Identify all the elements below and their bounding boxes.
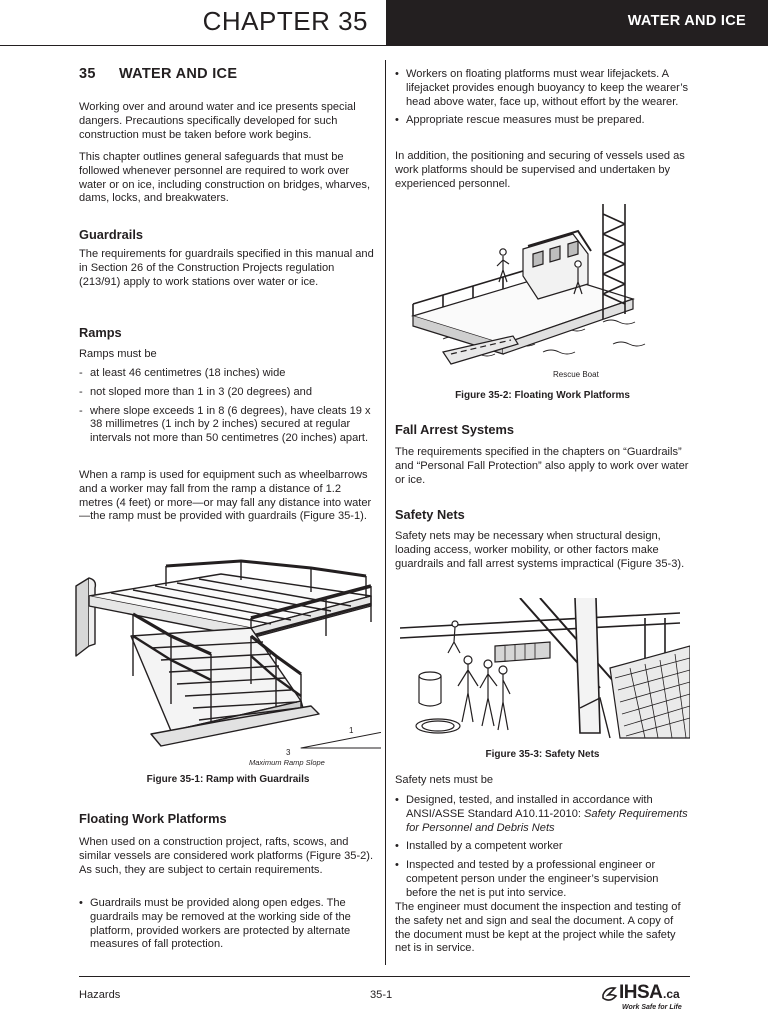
slope-caption-label: Maximum Ramp Slope: [249, 758, 325, 767]
list-item: • Guardrails must be provided along open edges. The guardrails may be removed at the working side of the platform, provided workers are protected by alternate measures of fall protection.: [79, 897, 377, 952]
chapter-title-banner: [386, 0, 768, 46]
list-item: - not sloped more than 1 in 3 (20 degrees) and: [79, 386, 377, 400]
logo-wordmark: IHSA: [619, 982, 663, 1003]
logo-tagline: Work Safe for Life: [622, 1004, 682, 1011]
chapter-number: CHAPTER 35: [202, 6, 368, 36]
ramps-heading: Ramps: [79, 325, 122, 340]
slope-run-label: 3: [286, 748, 291, 757]
ihsa-logo: [600, 982, 692, 1014]
ihsa-leaf-icon: [600, 985, 618, 1005]
fall-arrest-heading: Fall Arrest Systems: [395, 422, 515, 437]
chapter-title: WATER AND ICE: [627, 13, 746, 29]
guardrails-paragraph: The requirements for guardrails specified in this manual and in Section 26 of the Construction Projects regulation (213/91) apply to work stations over water or ice.: [79, 248, 374, 288]
fall-arrest-paragraph: The requirements specified in the chapters on “Guardrails” and “Personal Fall Protection” also apply to work over water or ice.: [395, 446, 689, 486]
figure-35-2-caption: Figure 35-2: Floating Work Platforms: [455, 390, 630, 401]
figure-35-3-caption: Figure 35-3: Safety Nets: [485, 749, 600, 760]
safety-nets-list: [395, 794, 690, 906]
chapter-header: [0, 0, 386, 46]
ramps-intro: Ramps must be: [79, 348, 157, 360]
floating-work-platform-illustration: [403, 204, 653, 374]
guardrails-heading: Guardrails: [79, 227, 144, 242]
list-item: • Appropriate rescue measures must be prepared.: [395, 114, 690, 128]
safety-nets-paragraph: Safety nets may be necessary when structural design, loading access, worker mobility, or other factors make guardrails and fall arrest systems impractical (Figure 35-3).: [395, 530, 685, 570]
page-number: 35-1: [370, 989, 393, 1001]
ramps-guardrail-paragraph: When a ramp is used for equipment such as wheelbarrows and a worker may fall from the ramp a distance of 1.2 metres (4 feet) or more—or may fall any distance into water—the ramp must be provided with guardrails (Figure 35-1).: [79, 469, 372, 523]
rescue-boat-label: Rescue Boat: [553, 370, 599, 379]
floating-list-left: [79, 897, 377, 957]
intro-paragraph-2: This chapter outlines general safeguards that must be followed whenever personnel are required to work over water or on ice, including construction on bridges, wharves, dams, locks, and breakwaters.: [79, 151, 371, 205]
list-item: • Designed, tested, and installed in accordance with ANSI/ASSE Standard A10.11-2010: Safety Requirements for Personnel and Debris Nets: [395, 794, 690, 835]
figure-35-1-caption: Figure 35-1: Ramp with Guardrails: [146, 774, 310, 785]
safety-nets-heading: Safety Nets: [395, 507, 465, 522]
list-item: • Workers on floating platforms must wear lifejackets. A lifejacket provides enough buoyancy to keep the wearer’s head above water, face up, without effort by the wearer.: [395, 68, 690, 109]
footer-section: Hazards: [79, 989, 121, 1001]
list-item: • Inspected and tested by a professional engineer or competent person under the engineer’s supervision before the net is put into service.: [395, 859, 690, 900]
section-heading: 35 WATER AND ICE: [79, 66, 238, 82]
floating-platforms-paragraph: When used on a construction project, rafts, scows, and similar vessels are considered work platforms (Figure 35-2). As such, they are subject to certain requirements.: [79, 836, 374, 876]
intro-paragraph-1: Working over and around water and ice presents special dangers. Precautions specifically developed for such construction must be taken before work begins.: [79, 101, 356, 141]
list-item: • Installed by a competent worker: [395, 840, 690, 854]
footer-rule: [79, 976, 690, 977]
safety-nets-intro: Safety nets must be: [395, 774, 494, 786]
ramp-with-guardrails-illustration: [71, 556, 381, 766]
column-divider: [385, 60, 386, 965]
list-item: - where slope exceeds 1 in 8 (6 degrees), have cleats 19 x 38 millimetres (1 inch by 2 inches) secured at regular intervals not more than 50 centimetres (20 inches) apart.: [79, 405, 377, 446]
logo-suffix: .ca: [663, 987, 680, 1001]
slope-rise-label: 1: [349, 726, 354, 735]
floating-list-right: [395, 68, 690, 133]
vessel-positioning-paragraph: In addition, the positioning and securing of vessels used as work platforms should be supervised and undertaken by experienced personnel.: [395, 150, 685, 190]
floating-platforms-heading: Floating Work Platforms: [79, 811, 227, 826]
list-item: - at least 46 centimetres (18 inches) wide: [79, 367, 377, 381]
safety-nets-illustration: [400, 598, 690, 740]
ramps-list: [79, 367, 377, 451]
engineer-document-paragraph: The engineer must document the inspection and testing of the safety net and sign and seal the document. A copy of the document must be kept at the project while the safety net is in service.: [395, 901, 681, 955]
